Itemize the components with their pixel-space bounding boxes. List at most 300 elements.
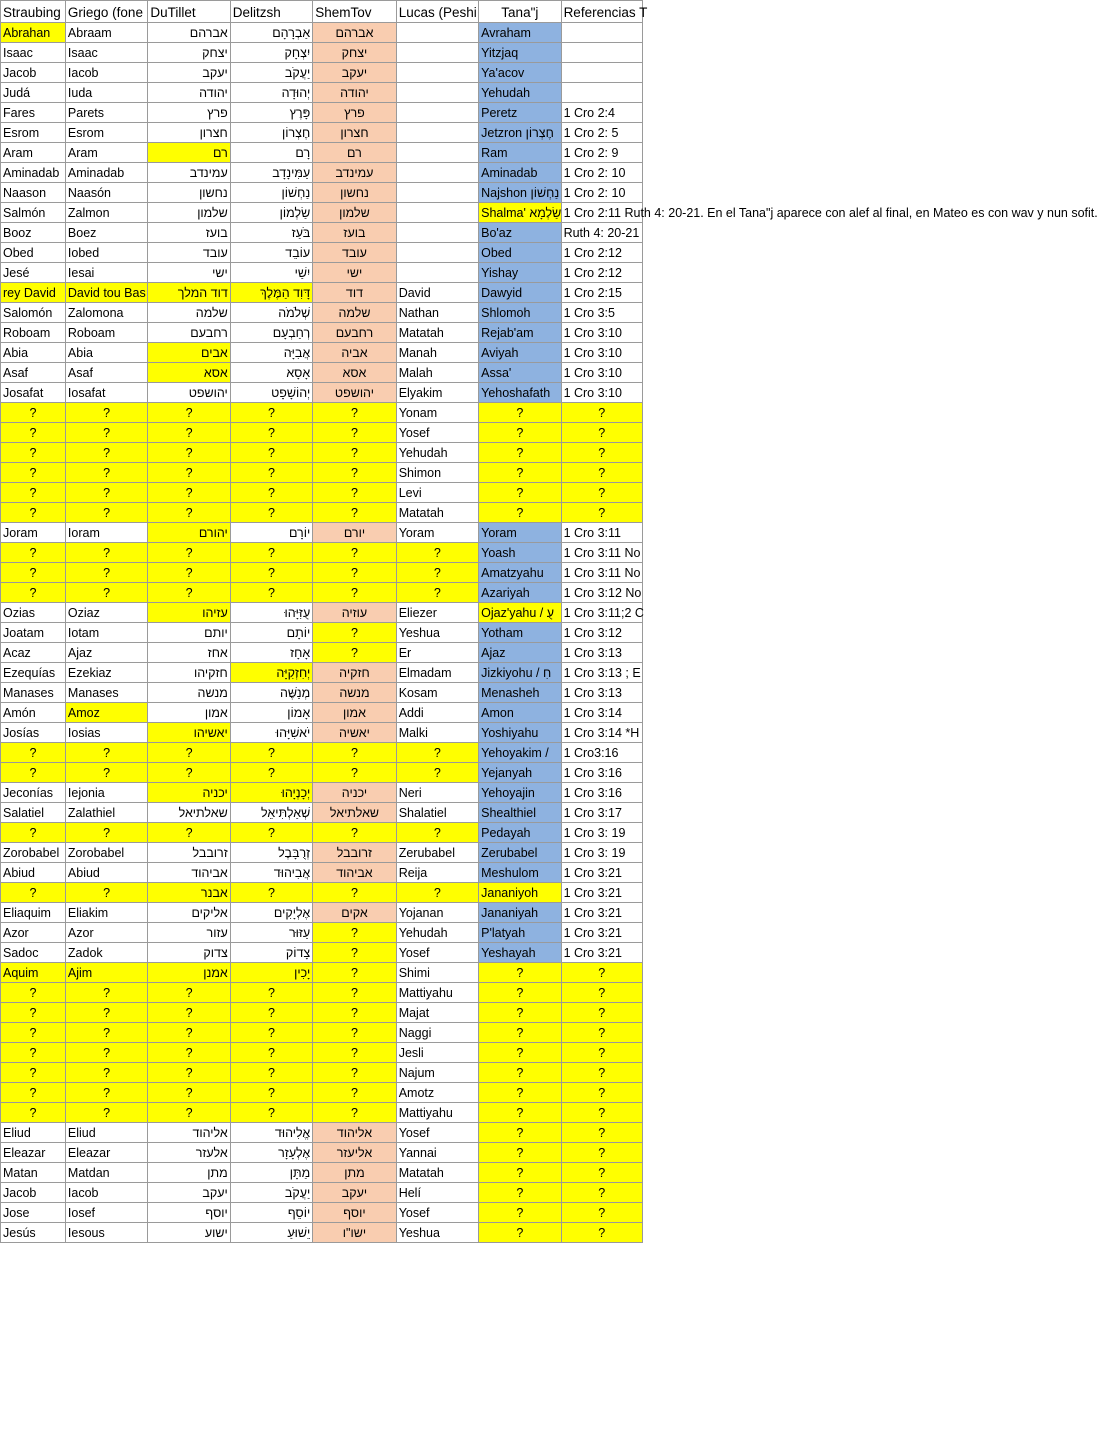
cell-shemtov[interactable]: מנשה xyxy=(313,683,396,703)
cell-straubing[interactable]: Amón xyxy=(1,703,66,723)
cell-tanaj[interactable]: Dawyid xyxy=(479,283,561,303)
cell-tanaj[interactable]: Assa' xyxy=(479,363,561,383)
cell-delitzsh[interactable]: ? xyxy=(230,483,312,503)
cell-lucas[interactable]: Jesli xyxy=(396,1043,478,1063)
cell-lucas[interactable]: Elmadam xyxy=(396,663,478,683)
cell-straubing[interactable]: Judá xyxy=(1,83,66,103)
cell-dutillet[interactable]: ? xyxy=(148,1003,230,1023)
cell-tanaj[interactable]: Yeshayah xyxy=(479,943,561,963)
cell-shemtov[interactable]: ? xyxy=(313,923,396,943)
cell-lucas[interactable]: Helí xyxy=(396,1183,478,1203)
cell-referencias[interactable]: ? xyxy=(561,483,642,503)
cell-lucas[interactable]: Nathan xyxy=(396,303,478,323)
cell-delitzsh[interactable]: ? xyxy=(230,1083,312,1103)
cell-lucas[interactable]: Yehudah xyxy=(396,443,478,463)
cell-delitzsh[interactable]: יְחִזְקִיָּה xyxy=(230,663,312,683)
cell-griego[interactable]: ? xyxy=(65,563,147,583)
cell-dutillet[interactable]: אבים xyxy=(148,343,230,363)
cell-shemtov[interactable]: ? xyxy=(313,823,396,843)
cell-dutillet[interactable]: אלעזר xyxy=(148,1143,230,1163)
cell-tanaj[interactable]: ? xyxy=(479,483,561,503)
cell-shemtov[interactable]: יהודה xyxy=(313,83,396,103)
cell-straubing[interactable]: Acaz xyxy=(1,643,66,663)
cell-lucas[interactable]: ? xyxy=(396,543,478,563)
cell-straubing[interactable]: Naason xyxy=(1,183,66,203)
cell-dutillet[interactable]: יוסף xyxy=(148,1203,230,1223)
cell-shemtov[interactable]: שאלתיאל xyxy=(313,803,396,823)
cell-griego[interactable]: Boez xyxy=(65,223,147,243)
cell-lucas[interactable]: Matatah xyxy=(396,323,478,343)
cell-dutillet[interactable]: אמנן xyxy=(148,963,230,983)
cell-tanaj[interactable]: Azariyah xyxy=(479,583,561,603)
cell-griego[interactable]: Iuda xyxy=(65,83,147,103)
cell-dutillet[interactable]: שלמה xyxy=(148,303,230,323)
cell-straubing[interactable]: ? xyxy=(1,1003,66,1023)
cell-referencias[interactable]: ? xyxy=(561,1103,642,1123)
cell-dutillet[interactable]: ? xyxy=(148,423,230,443)
cell-lucas[interactable]: Manah xyxy=(396,343,478,363)
cell-referencias[interactable] xyxy=(561,43,642,63)
cell-shemtov[interactable]: יהושפט xyxy=(313,383,396,403)
cell-tanaj[interactable]: ? xyxy=(479,1223,561,1243)
cell-shemtov[interactable]: יעקב xyxy=(313,63,396,83)
cell-straubing[interactable]: ? xyxy=(1,743,66,763)
cell-dutillet[interactable]: ? xyxy=(148,443,230,463)
cell-referencias[interactable]: ? xyxy=(561,1183,642,1203)
cell-referencias[interactable]: 1 Cro 2: 10 xyxy=(561,183,642,203)
cell-shemtov[interactable]: ישו"ו xyxy=(313,1223,396,1243)
cell-delitzsh[interactable]: אֶלְיָקִים xyxy=(230,903,312,923)
cell-shemtov[interactable]: אביהוד xyxy=(313,863,396,883)
cell-straubing[interactable]: ? xyxy=(1,1063,66,1083)
cell-griego[interactable]: Iosafat xyxy=(65,383,147,403)
cell-lucas[interactable]: ? xyxy=(396,823,478,843)
cell-lucas[interactable]: Mattiyahu xyxy=(396,1103,478,1123)
cell-lucas[interactable]: Shimon xyxy=(396,463,478,483)
cell-delitzsh[interactable]: שְׁלֹמֹה xyxy=(230,303,312,323)
cell-dutillet[interactable]: עובד xyxy=(148,243,230,263)
cell-straubing[interactable]: ? xyxy=(1,883,66,903)
cell-delitzsh[interactable]: יֵשׁוּעַ xyxy=(230,1223,312,1243)
cell-lucas[interactable] xyxy=(396,43,478,63)
cell-shemtov[interactable]: ? xyxy=(313,643,396,663)
cell-referencias[interactable]: 1 Cro 2: 9 xyxy=(561,143,642,163)
cell-tanaj[interactable]: ? xyxy=(479,503,561,523)
cell-tanaj[interactable]: Yoshiyahu xyxy=(479,723,561,743)
cell-dutillet[interactable]: שאלתיאל xyxy=(148,803,230,823)
cell-tanaj[interactable]: Jetzron חֶצְרוֹן xyxy=(479,123,561,143)
cell-tanaj[interactable]: Aminadab xyxy=(479,163,561,183)
cell-lucas[interactable] xyxy=(396,103,478,123)
cell-lucas[interactable]: Kosam xyxy=(396,683,478,703)
cell-referencias[interactable]: 1 Cro 3:5 xyxy=(561,303,642,323)
cell-straubing[interactable]: Zorobabel xyxy=(1,843,66,863)
cell-delitzsh[interactable]: אָסָא xyxy=(230,363,312,383)
cell-tanaj[interactable]: Yehudah xyxy=(479,83,561,103)
cell-shemtov[interactable]: חזקיה xyxy=(313,663,396,683)
cell-delitzsh[interactable]: עוֹבֵד xyxy=(230,243,312,263)
cell-delitzsh[interactable]: אֲבִיָּה xyxy=(230,343,312,363)
cell-referencias[interactable]: 1 Cro 3:10 xyxy=(561,323,642,343)
cell-griego[interactable]: Ioram xyxy=(65,523,147,543)
cell-straubing[interactable]: ? xyxy=(1,763,66,783)
cell-dutillet[interactable]: יהודה xyxy=(148,83,230,103)
cell-straubing[interactable]: Jesé xyxy=(1,263,66,283)
cell-lucas[interactable] xyxy=(396,143,478,163)
cell-dutillet[interactable]: ישוע xyxy=(148,1223,230,1243)
cell-tanaj[interactable]: Ram xyxy=(479,143,561,163)
cell-delitzsh[interactable]: יוֹסֵף xyxy=(230,1203,312,1223)
cell-delitzsh[interactable]: אָמוֹן xyxy=(230,703,312,723)
cell-lucas[interactable]: Yosef xyxy=(396,943,478,963)
cell-dutillet[interactable]: ? xyxy=(148,463,230,483)
cell-delitzsh[interactable]: ? xyxy=(230,983,312,1003)
cell-delitzsh[interactable]: אָחָז xyxy=(230,643,312,663)
cell-griego[interactable]: ? xyxy=(65,983,147,1003)
cell-lucas[interactable] xyxy=(396,63,478,83)
cell-griego[interactable]: ? xyxy=(65,423,147,443)
cell-shemtov[interactable]: אביה xyxy=(313,343,396,363)
cell-griego[interactable]: ? xyxy=(65,1083,147,1103)
cell-dutillet[interactable]: ? xyxy=(148,403,230,423)
cell-tanaj[interactable]: Jananiyoh xyxy=(479,883,561,903)
header-delitzsh[interactable]: Delitzsh xyxy=(230,1,312,23)
cell-referencias[interactable]: 1 Cro 3:11;2 C xyxy=(561,603,642,623)
cell-referencias[interactable]: 1 Cro 3:10 xyxy=(561,383,642,403)
cell-straubing[interactable]: Eliaquim xyxy=(1,903,66,923)
cell-dutillet[interactable]: ? xyxy=(148,543,230,563)
cell-griego[interactable]: Amoz xyxy=(65,703,147,723)
cell-griego[interactable]: Eliud xyxy=(65,1123,147,1143)
cell-shemtov[interactable]: רחבעם xyxy=(313,323,396,343)
cell-griego[interactable]: ? xyxy=(65,1103,147,1123)
cell-shemtov[interactable]: ? xyxy=(313,563,396,583)
cell-referencias[interactable]: ? xyxy=(561,963,642,983)
cell-shemtov[interactable]: ? xyxy=(313,443,396,463)
cell-delitzsh[interactable]: ? xyxy=(230,403,312,423)
cell-referencias[interactable]: 1 Cro 3:21 xyxy=(561,903,642,923)
cell-delitzsh[interactable]: עַזּוּר xyxy=(230,923,312,943)
cell-shemtov[interactable]: ? xyxy=(313,403,396,423)
cell-referencias[interactable]: 1 Cro 3:11 xyxy=(561,523,642,543)
cell-straubing[interactable]: Roboam xyxy=(1,323,66,343)
cell-griego[interactable]: Ajaz xyxy=(65,643,147,663)
cell-referencias[interactable]: ? xyxy=(561,983,642,1003)
cell-lucas[interactable]: Malki xyxy=(396,723,478,743)
cell-lucas[interactable]: Yeshua xyxy=(396,623,478,643)
cell-lucas[interactable]: Shimi xyxy=(396,963,478,983)
cell-griego[interactable]: Abia xyxy=(65,343,147,363)
cell-dutillet[interactable]: ? xyxy=(148,1063,230,1083)
cell-delitzsh[interactable]: ? xyxy=(230,1003,312,1023)
cell-straubing[interactable]: ? xyxy=(1,483,66,503)
cell-griego[interactable]: Eliakim xyxy=(65,903,147,923)
cell-delitzsh[interactable]: יִשַׁי xyxy=(230,263,312,283)
cell-tanaj[interactable]: Jananiyah xyxy=(479,903,561,923)
cell-griego[interactable]: Ezekiaz xyxy=(65,663,147,683)
cell-lucas[interactable]: Yeshua xyxy=(396,1223,478,1243)
cell-dutillet[interactable]: ? xyxy=(148,823,230,843)
cell-lucas[interactable] xyxy=(396,223,478,243)
cell-straubing[interactable]: Joatam xyxy=(1,623,66,643)
cell-lucas[interactable] xyxy=(396,83,478,103)
cell-referencias[interactable]: 1 Cro 2:12 xyxy=(561,263,642,283)
cell-tanaj[interactable]: ? xyxy=(479,1103,561,1123)
cell-referencias[interactable]: ? xyxy=(561,1083,642,1103)
cell-lucas[interactable]: Reija xyxy=(396,863,478,883)
cell-griego[interactable]: Asaf xyxy=(65,363,147,383)
header-dutillet[interactable]: DuTillet xyxy=(148,1,230,23)
cell-referencias[interactable]: ? xyxy=(561,1063,642,1083)
cell-lucas[interactable] xyxy=(396,263,478,283)
cell-shemtov[interactable]: ישי xyxy=(313,263,396,283)
cell-dutillet[interactable]: יעקב xyxy=(148,1183,230,1203)
cell-tanaj[interactable]: Amatzyahu xyxy=(479,563,561,583)
cell-lucas[interactable]: Yojanan xyxy=(396,903,478,923)
cell-dutillet[interactable]: חזקיהו xyxy=(148,663,230,683)
cell-tanaj[interactable]: ? xyxy=(479,1083,561,1103)
cell-delitzsh[interactable]: יוֹרָם xyxy=(230,523,312,543)
cell-griego[interactable]: ? xyxy=(65,483,147,503)
header-lucas[interactable]: Lucas (Peshi xyxy=(396,1,478,23)
cell-referencias[interactable]: 1 Cro 3:21 xyxy=(561,923,642,943)
cell-referencias[interactable]: 1 Cro 3:13 ; E xyxy=(561,663,642,683)
cell-shemtov[interactable]: שלמה xyxy=(313,303,396,323)
cell-tanaj[interactable]: ? xyxy=(479,983,561,1003)
cell-straubing[interactable]: Jose xyxy=(1,1203,66,1223)
cell-dutillet[interactable]: ? xyxy=(148,583,230,603)
cell-delitzsh[interactable]: יֹאשִׁיָּהוּ xyxy=(230,723,312,743)
cell-delitzsh[interactable]: יְהוּדָה xyxy=(230,83,312,103)
cell-shemtov[interactable]: ? xyxy=(313,463,396,483)
cell-delitzsh[interactable]: יְכָנְיָהוּ xyxy=(230,783,312,803)
cell-dutillet[interactable]: מתן xyxy=(148,1163,230,1183)
cell-shemtov[interactable]: יורם xyxy=(313,523,396,543)
cell-lucas[interactable]: Zerubabel xyxy=(396,843,478,863)
cell-referencias[interactable] xyxy=(561,63,642,83)
cell-shemtov[interactable]: ? xyxy=(313,1063,396,1083)
cell-griego[interactable]: ? xyxy=(65,763,147,783)
cell-shemtov[interactable]: אליעזר xyxy=(313,1143,396,1163)
cell-tanaj[interactable]: ? xyxy=(479,963,561,983)
cell-griego[interactable]: Matdan xyxy=(65,1163,147,1183)
cell-straubing[interactable]: ? xyxy=(1,1083,66,1103)
cell-referencias[interactable]: 1 Cro 3:12 xyxy=(561,623,642,643)
cell-griego[interactable]: ? xyxy=(65,583,147,603)
cell-straubing[interactable]: Josías xyxy=(1,723,66,743)
cell-delitzsh[interactable]: אֲבִיהוּד xyxy=(230,863,312,883)
cell-griego[interactable]: Azor xyxy=(65,923,147,943)
cell-shemtov[interactable]: ? xyxy=(313,583,396,603)
cell-delitzsh[interactable]: ? xyxy=(230,443,312,463)
cell-delitzsh[interactable]: ? xyxy=(230,463,312,483)
cell-griego[interactable]: Zorobabel xyxy=(65,843,147,863)
cell-tanaj[interactable]: ? xyxy=(479,1063,561,1083)
cell-griego[interactable]: Zalomona xyxy=(65,303,147,323)
header-tanaj[interactable]: Tana"j xyxy=(479,1,561,23)
cell-delitzsh[interactable]: אֶלְעָזָר xyxy=(230,1143,312,1163)
cell-griego[interactable]: Aram xyxy=(65,143,147,163)
cell-griego[interactable]: Eleazar xyxy=(65,1143,147,1163)
cell-delitzsh[interactable]: רְחַבְעָם xyxy=(230,323,312,343)
cell-shemtov[interactable]: בועז xyxy=(313,223,396,243)
cell-lucas[interactable]: ? xyxy=(396,883,478,903)
cell-referencias[interactable]: 1 Cro 3:12 No xyxy=(561,583,642,603)
cell-dutillet[interactable]: ? xyxy=(148,743,230,763)
cell-griego[interactable]: Roboam xyxy=(65,323,147,343)
cell-delitzsh[interactable]: ? xyxy=(230,1043,312,1063)
cell-shemtov[interactable]: שלמון xyxy=(313,203,396,223)
cell-griego[interactable]: Iacob xyxy=(65,63,147,83)
cell-straubing[interactable]: ? xyxy=(1,443,66,463)
cell-griego[interactable]: Isaac xyxy=(65,43,147,63)
cell-griego[interactable]: Esrom xyxy=(65,123,147,143)
cell-tanaj[interactable]: ? xyxy=(479,1043,561,1063)
cell-shemtov[interactable]: פרץ xyxy=(313,103,396,123)
cell-straubing[interactable]: Aquim xyxy=(1,963,66,983)
cell-delitzsh[interactable]: יָכִין xyxy=(230,963,312,983)
cell-delitzsh[interactable]: ? xyxy=(230,743,312,763)
cell-lucas[interactable]: ? xyxy=(396,743,478,763)
cell-delitzsh[interactable]: נַחְשׁוֹן xyxy=(230,183,312,203)
cell-griego[interactable]: Oziaz xyxy=(65,603,147,623)
cell-lucas[interactable]: Yosef xyxy=(396,423,478,443)
cell-griego[interactable]: Iobed xyxy=(65,243,147,263)
cell-tanaj[interactable]: ? xyxy=(479,443,561,463)
cell-lucas[interactable]: Amotz xyxy=(396,1083,478,1103)
cell-shemtov[interactable]: ? xyxy=(313,1023,396,1043)
cell-referencias[interactable]: 1 Cro 3:10 xyxy=(561,343,642,363)
cell-straubing[interactable]: ? xyxy=(1,423,66,443)
cell-shemtov[interactable]: ? xyxy=(313,983,396,1003)
cell-delitzsh[interactable]: שַׂלְמוֹן xyxy=(230,203,312,223)
cell-referencias[interactable] xyxy=(561,23,642,43)
cell-lucas[interactable] xyxy=(396,23,478,43)
cell-straubing[interactable]: Aram xyxy=(1,143,66,163)
header-shemtov[interactable]: ShemTov xyxy=(313,1,396,23)
cell-shemtov[interactable]: ? xyxy=(313,543,396,563)
cell-shemtov[interactable]: ? xyxy=(313,423,396,443)
cell-dutillet[interactable]: ? xyxy=(148,983,230,1003)
cell-delitzsh[interactable]: דָּוִד הַמֶּלֶךְ xyxy=(230,283,312,303)
cell-straubing[interactable]: ? xyxy=(1,583,66,603)
cell-dutillet[interactable]: פרץ xyxy=(148,103,230,123)
cell-tanaj[interactable]: Yehoyajin xyxy=(479,783,561,803)
cell-straubing[interactable]: Salmón xyxy=(1,203,66,223)
cell-referencias[interactable]: 1 Cro 3:11 No xyxy=(561,563,642,583)
cell-tanaj[interactable]: Yehoyakim / xyxy=(479,743,561,763)
cell-tanaj[interactable]: Ya'acov xyxy=(479,63,561,83)
cell-lucas[interactable]: Matatah xyxy=(396,1163,478,1183)
cell-referencias[interactable]: 1 Cro 2:12 xyxy=(561,243,642,263)
cell-straubing[interactable]: Salatiel xyxy=(1,803,66,823)
cell-dutillet[interactable]: יותם xyxy=(148,623,230,643)
cell-delitzsh[interactable]: יַעֲקֹב xyxy=(230,1183,312,1203)
cell-straubing[interactable]: Booz xyxy=(1,223,66,243)
cell-shemtov[interactable]: מתן xyxy=(313,1163,396,1183)
cell-referencias[interactable]: 1 Cro 2: 5 xyxy=(561,123,642,143)
cell-shemtov[interactable]: אסא xyxy=(313,363,396,383)
cell-straubing[interactable]: Matan xyxy=(1,1163,66,1183)
cell-delitzsh[interactable]: ? xyxy=(230,763,312,783)
cell-tanaj[interactable]: ? xyxy=(479,423,561,443)
cell-tanaj[interactable]: ? xyxy=(479,1003,561,1023)
cell-lucas[interactable] xyxy=(396,183,478,203)
cell-referencias[interactable]: ? xyxy=(561,1123,642,1143)
cell-dutillet[interactable]: אבנר xyxy=(148,883,230,903)
cell-dutillet[interactable]: יצחק xyxy=(148,43,230,63)
cell-delitzsh[interactable]: רָם xyxy=(230,143,312,163)
cell-shemtov[interactable]: ? xyxy=(313,503,396,523)
cell-dutillet[interactable]: ? xyxy=(148,1103,230,1123)
cell-straubing[interactable]: rey David xyxy=(1,283,66,303)
cell-straubing[interactable]: ? xyxy=(1,503,66,523)
cell-dutillet[interactable]: בועז xyxy=(148,223,230,243)
cell-griego[interactable]: ? xyxy=(65,443,147,463)
cell-dutillet[interactable]: חצרון xyxy=(148,123,230,143)
cell-shemtov[interactable]: ? xyxy=(313,743,396,763)
cell-referencias[interactable]: ? xyxy=(561,443,642,463)
cell-referencias[interactable]: 1 Cro 3:13 xyxy=(561,643,642,663)
cell-tanaj[interactable]: Shalma' שַׂלְמָא xyxy=(479,203,561,223)
cell-griego[interactable]: ? xyxy=(65,1043,147,1063)
cell-dutillet[interactable]: מנשה xyxy=(148,683,230,703)
cell-delitzsh[interactable]: פָּרֶץ xyxy=(230,103,312,123)
cell-dutillet[interactable]: עזור xyxy=(148,923,230,943)
cell-delitzsh[interactable]: צָדוֹק xyxy=(230,943,312,963)
cell-referencias[interactable]: ? xyxy=(561,1223,642,1243)
cell-griego[interactable]: Aminadab xyxy=(65,163,147,183)
cell-shemtov[interactable]: ? xyxy=(313,883,396,903)
cell-griego[interactable]: ? xyxy=(65,463,147,483)
cell-shemtov[interactable]: ? xyxy=(313,1083,396,1103)
cell-referencias[interactable]: 1 Cro 3:10 xyxy=(561,363,642,383)
cell-shemtov[interactable]: אליהוד xyxy=(313,1123,396,1143)
cell-straubing[interactable]: Jacob xyxy=(1,1183,66,1203)
cell-delitzsh[interactable]: בֹּעַז xyxy=(230,223,312,243)
cell-referencias[interactable]: ? xyxy=(561,1043,642,1063)
cell-referencias[interactable]: Ruth 4: 20-21 xyxy=(561,223,642,243)
cell-griego[interactable]: ? xyxy=(65,823,147,843)
cell-shemtov[interactable]: ? xyxy=(313,1043,396,1063)
cell-griego[interactable]: Naasón xyxy=(65,183,147,203)
cell-dutillet[interactable]: ? xyxy=(148,483,230,503)
cell-straubing[interactable]: Joram xyxy=(1,523,66,543)
cell-shemtov[interactable]: אמון xyxy=(313,703,396,723)
cell-griego[interactable]: ? xyxy=(65,883,147,903)
cell-tanaj[interactable]: Amon xyxy=(479,703,561,723)
cell-griego[interactable]: ? xyxy=(65,503,147,523)
cell-lucas[interactable]: ? xyxy=(396,763,478,783)
cell-tanaj[interactable]: Yehoshafath xyxy=(479,383,561,403)
cell-lucas[interactable]: Elyakim xyxy=(396,383,478,403)
cell-straubing[interactable]: Ezequías xyxy=(1,663,66,683)
cell-griego[interactable]: Zadok xyxy=(65,943,147,963)
cell-dutillet[interactable]: יכניה xyxy=(148,783,230,803)
cell-dutillet[interactable]: עמינדב xyxy=(148,163,230,183)
cell-referencias[interactable]: 1 Cro 3:21 xyxy=(561,943,642,963)
cell-griego[interactable]: Iesous xyxy=(65,1223,147,1243)
cell-dutillet[interactable]: יעקב xyxy=(148,63,230,83)
cell-lucas[interactable] xyxy=(396,123,478,143)
cell-straubing[interactable]: Salomón xyxy=(1,303,66,323)
cell-griego[interactable]: Iejonia xyxy=(65,783,147,803)
cell-lucas[interactable]: Addi xyxy=(396,703,478,723)
cell-shemtov[interactable]: רם xyxy=(313,143,396,163)
cell-straubing[interactable]: Eleazar xyxy=(1,1143,66,1163)
cell-straubing[interactable]: ? xyxy=(1,463,66,483)
cell-straubing[interactable]: ? xyxy=(1,563,66,583)
